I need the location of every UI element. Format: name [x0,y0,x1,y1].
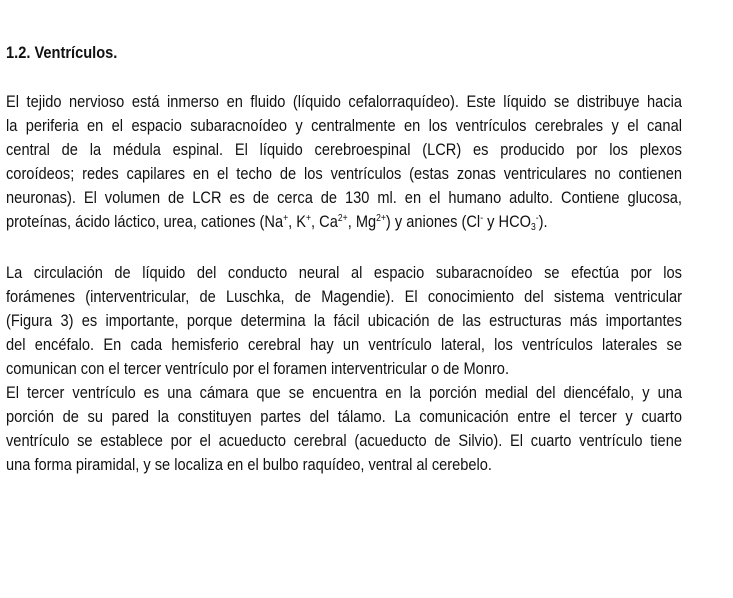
paragraph-line: del encéfalo. En cada hemisferio cerebral hay un ventrículo lateral, los ventrículos laterales se [6,335,682,354]
ions-text: , K [288,212,307,231]
section-heading: 1.2. Ventrículos. [6,43,118,62]
charge-superscript: - [480,213,484,224]
document-page [6,42,682,477]
paragraph-third-ventricle [6,381,682,477]
ions-text: , Ca [311,212,338,231]
paragraph-line-ions [6,210,682,234]
paragraph-line: forámenes (interventricular, de Luschka, de Magendie). El conocimiento del sistema ventricular [6,287,682,306]
paragraph-line: neuronas). El volumen de LCR es de cerca de 130 ml. en el humano adulto. Contiene glucosa, [6,188,682,207]
paragraph-spacer [6,234,682,261]
paragraph-line: porción de su pared la constituyen partes del tálamo. La comunicación entre el tercer y cuarto [6,407,682,426]
ions-text: y HCO [483,212,532,231]
paragraph-line: (Figura 3) es importante, porque determina la fácil ubicación de las estructuras más importantes [6,311,682,330]
formula-subscript: 3 [531,222,536,233]
ions-text: proteínas, ácido láctico, urea, cationes (Na [6,212,284,231]
paragraph-line: La circulación de líquido del conducto neural al espacio subaracnoídeo se efectúa por los [6,263,682,282]
charge-superscript: 2+ [337,213,348,224]
charge-superscript: - [535,213,539,224]
paragraph-line: una forma piramidal, y se localiza en el bulbo raquídeo, ventral al cerebelo. [6,455,492,474]
paragraph-line: comunican con el tercer ventrículo por el foramen interventricular o de Monro. [6,359,510,378]
ions-text: ) y aniones (Cl [385,212,481,231]
charge-superscript: + [283,213,289,224]
paragraph-line: El tejido nervioso está inmerso en fluido (líquido cefalorraquídeo). Este líquido se distribuye hacia [6,92,682,111]
ions-text: ). [538,212,548,231]
paragraph-line: ventrículo se establece por el acueducto cerebral (acueducto de Silvio). El cuarto ventrículo tiene [6,431,682,450]
paragraph-circulation [6,261,682,381]
charge-superscript: 2+ [376,213,386,224]
paragraph-line: coroídeos; redes capilares en el techo de los ventrículos (estas zonas ventriculares no contienen [6,164,682,183]
paragraph-line: El tercer ventrículo es una cámara que se encuentra en la porción medial del diencéfalo, y una [6,383,682,402]
paragraph-line: central de la médula espinal. El líquido cerebroespinal (LCR) es producido por los plexos [6,140,682,159]
paragraph-line: la periferia en el espacio subaracnoídeo y centralmente en los ventrículos cerebrales y el canal [6,116,682,135]
paragraph-ventricles-fluid [6,90,682,234]
ions-text: , Mg [347,212,377,231]
charge-superscript: + [306,213,312,224]
